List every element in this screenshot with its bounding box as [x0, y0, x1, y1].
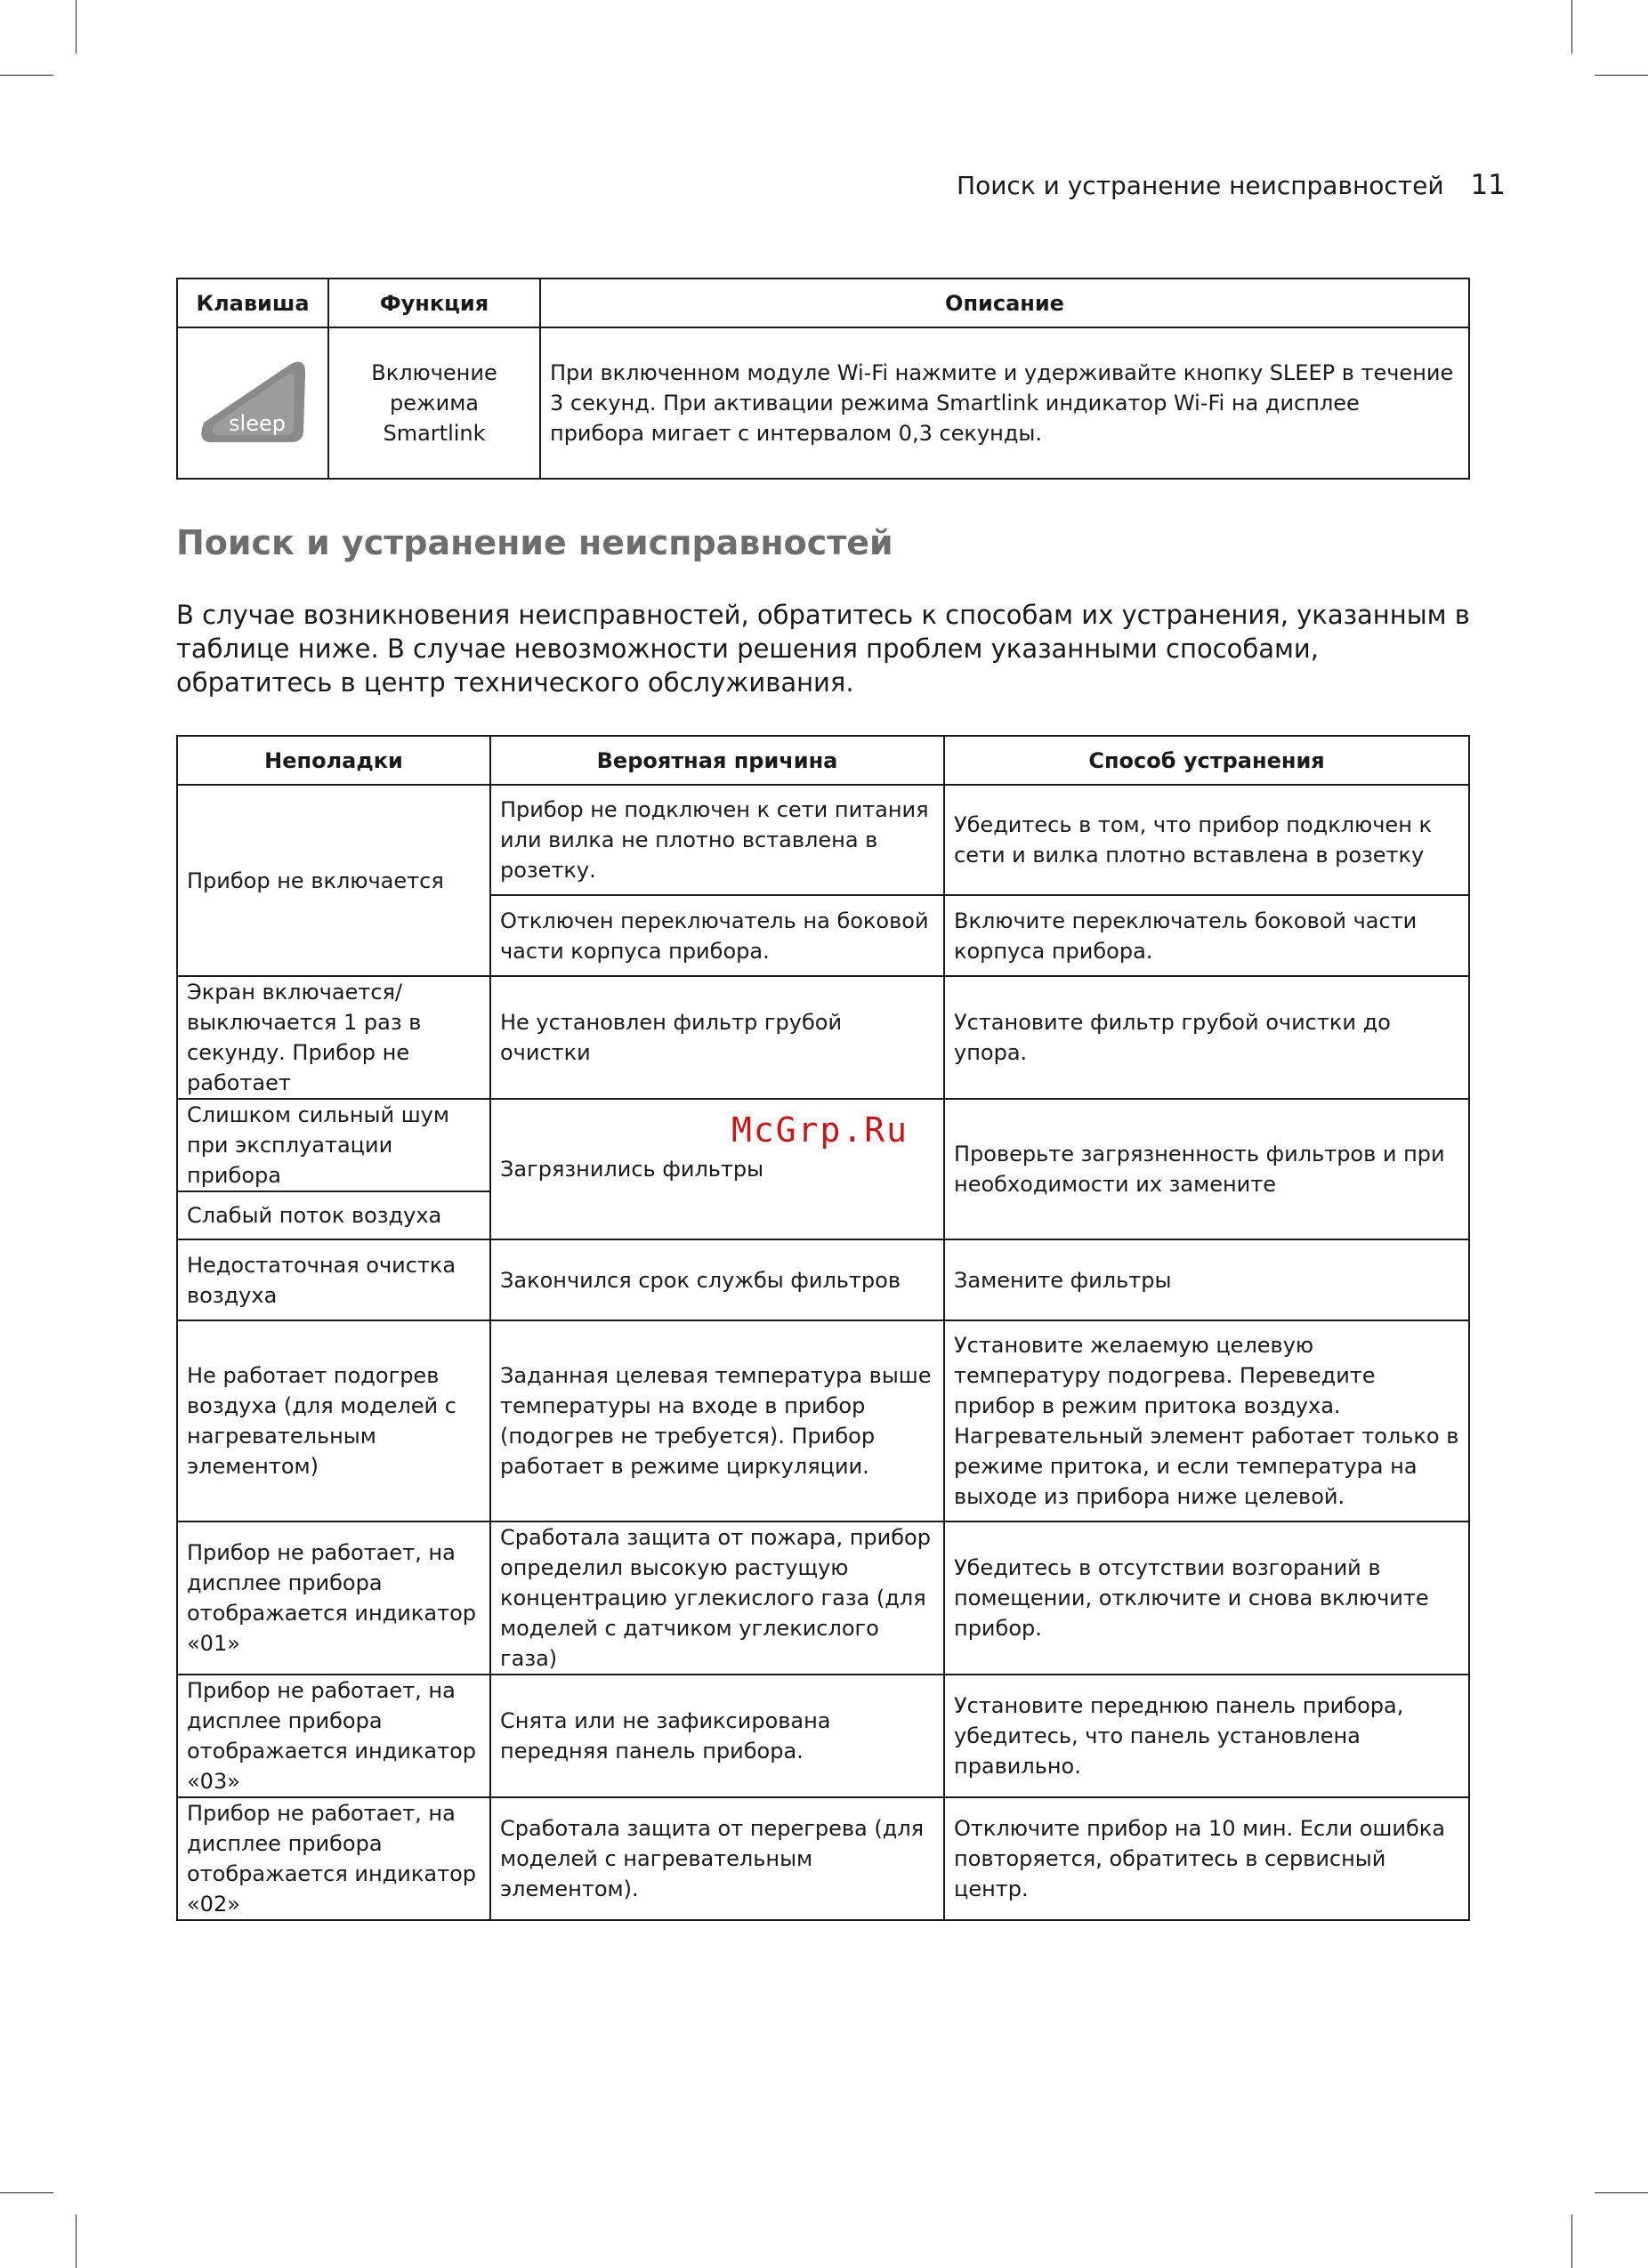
- column-header: Описание: [540, 278, 1469, 327]
- crop-mark: [1571, 0, 1572, 53]
- function-cell: Включение режима Smartlink: [328, 327, 540, 479]
- table-row: [177, 1675, 1469, 1797]
- column-header: Вероятная причина: [490, 736, 944, 785]
- problem-cell: Экран включается/выключается 1 раз в секунду. Прибор не работает: [177, 976, 490, 1099]
- solution-cell: Убедитесь в том, что прибор подключен к сети и вилка плотно вставлена в розетку: [944, 785, 1469, 895]
- sleep-key-icon: [195, 359, 311, 448]
- solution-cell: Убедитесь в отсутствии возгораний в помещении, отключите и снова включите прибор.: [944, 1521, 1469, 1675]
- section-title: Поиск и устранение неисправностей: [176, 523, 893, 562]
- cause-cell: Отключен переключатель на боковой части корпуса прибора.: [490, 895, 944, 976]
- table-row: [177, 785, 1469, 895]
- column-header: Функция: [328, 278, 540, 327]
- solution-cell: Замените фильтры: [944, 1239, 1469, 1320]
- column-header: Неполадки: [177, 736, 490, 785]
- running-header: [957, 169, 1506, 201]
- table-row: [177, 1521, 1469, 1675]
- cause-cell: Закончился срок службы фильтров: [490, 1239, 944, 1320]
- watermark: McGrp.Ru: [731, 1110, 909, 1150]
- column-header: Клавиша: [177, 278, 328, 327]
- column-header: Способ устранения: [944, 736, 1469, 785]
- cause-cell: Сработала защита от перегрева (для моделей с нагревательным элементом).: [490, 1797, 944, 1920]
- cause-cell: Заданная целевая температура выше температуры на входе в прибор (подогрев не требуется). Прибор работает в режиме циркуляции.: [490, 1320, 944, 1521]
- table-row: [177, 976, 1469, 1099]
- table-row: [177, 327, 1469, 479]
- cause-cell: Снята или не зафиксирована передняя панель прибора.: [490, 1675, 944, 1797]
- problem-cell: Слишком сильный шум при эксплуатации прибора: [177, 1099, 490, 1191]
- cause-cell: Загрязнились фильтры: [490, 1099, 944, 1239]
- cause-cell: Прибор не подключен к сети питания или вилка не плотно вставлена в розетку.: [490, 785, 944, 895]
- keys-table: [176, 278, 1470, 480]
- problem-cell: Прибор не работает, на дисплее прибора отображается индикатор «01»: [177, 1521, 490, 1675]
- problem-cell: Слабый поток воздуха: [177, 1191, 490, 1239]
- intro-paragraph: В случае возникновения неисправностей, обратитесь к способам их устранения, указанным в таблице ниже. В случае невозможности решения проблем указанными способами, обратитесь в центр технического обслуживания.: [176, 600, 1470, 698]
- crop-mark: [1595, 75, 1648, 76]
- table-row: [177, 1320, 1469, 1521]
- crop-mark: [1595, 2192, 1648, 2193]
- solution-cell: Отключите прибор на 10 мин. Если ошибка повторяется, обратитесь в сервисный центр.: [944, 1797, 1469, 1920]
- key-cell: [177, 327, 328, 479]
- solution-cell: Установите переднюю панель прибора, убедитесь, что панель установлена правильно.: [944, 1675, 1469, 1797]
- page-number: 11: [1470, 169, 1506, 201]
- table-row: [177, 1797, 1469, 1920]
- table-header-row: [177, 736, 1469, 785]
- cause-cell: Сработала защита от пожара, прибор определил высокую растущую концентрацию углекислого газа (для моделей с датчиком углекислого газа): [490, 1521, 944, 1675]
- table-row: [177, 1239, 1469, 1320]
- crop-mark: [76, 2215, 77, 2268]
- solution-cell: Проверьте загрязненность фильтров и при необходимости их замените: [944, 1099, 1469, 1239]
- crop-mark: [0, 75, 53, 76]
- crop-mark: [0, 2192, 53, 2193]
- problem-cell: Прибор не работает, на дисплее прибора отображается индикатор «02»: [177, 1797, 490, 1920]
- solution-cell: Установите желаемую целевую температуру подогрева. Переведите прибор в режим притока воздуха. Нагревательный элемент работает только в режиме притока, и если температура на выходе из прибора ниже целевой.: [944, 1320, 1469, 1521]
- problem-cell: Прибор не работает, на дисплее прибора отображается индикатор «03»: [177, 1675, 490, 1797]
- crop-mark: [76, 0, 77, 53]
- svg-text:sleep: sleep: [229, 411, 286, 436]
- description-cell: При включенном модуле Wi-Fi нажмите и удерживайте кнопку SLEEP в течение 3 секунд. При активации режима Smartlink индикатор Wi-Fi на дисплее прибора мигает с интервалом 0,3 секунды.: [540, 327, 1469, 479]
- problem-cell: Не работает подогрев воздуха (для моделей с нагревательным элементом): [177, 1320, 490, 1521]
- table-header-row: [177, 278, 1469, 327]
- problem-cell: Прибор не включается: [177, 785, 490, 976]
- crop-mark: [1571, 2215, 1572, 2268]
- faults-table: [176, 735, 1470, 1921]
- solution-cell: Установите фильтр грубой очистки до упора.: [944, 976, 1469, 1099]
- solution-cell: Включите переключатель боковой части корпуса прибора.: [944, 895, 1469, 976]
- problem-cell: Недостаточная очистка воздуха: [177, 1239, 490, 1320]
- running-title: Поиск и устранение неисправностей: [957, 171, 1444, 200]
- cause-cell: Не установлен фильтр грубой очистки: [490, 976, 944, 1099]
